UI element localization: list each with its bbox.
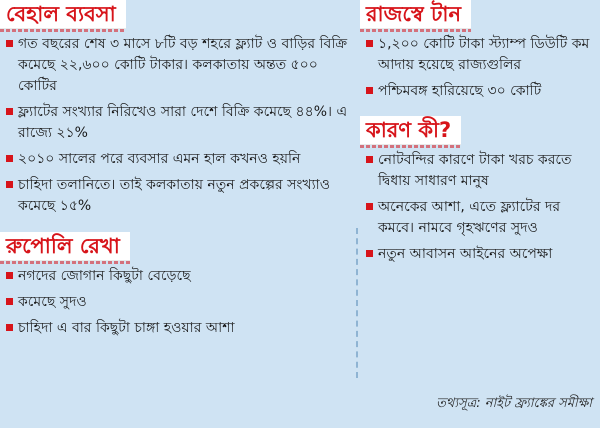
list-item <box>364 244 596 265</box>
list-item-text: অনেকের আশা, এতে ফ্ল্যাটের দর কমবে। নামবে গৃহঋণের সুদও <box>378 199 561 236</box>
list-item <box>4 34 350 97</box>
square-bullet-icon <box>6 272 13 279</box>
bullet-list <box>364 150 596 270</box>
list-item-text: পশ্চিমবঙ্গ হারিয়েছে ৩০ কোটি <box>378 83 542 99</box>
section-behal-byabsa <box>0 0 348 214</box>
square-bullet-icon <box>366 250 373 257</box>
list-item <box>364 150 596 192</box>
section-rajasve-tan <box>360 0 590 99</box>
list-item-text: কমেছে সুদও <box>18 294 87 310</box>
bullet-list <box>4 266 350 344</box>
list-item <box>364 34 596 76</box>
square-bullet-icon <box>6 155 13 162</box>
list-item <box>4 318 350 339</box>
section-rupoli-rekha <box>0 232 235 336</box>
section-heading: কারণ কী? <box>360 116 461 145</box>
square-bullet-icon <box>366 40 373 47</box>
square-bullet-icon <box>6 40 13 47</box>
square-bullet-icon <box>6 181 13 188</box>
list-item-text: নগদের জোগান কিছুটা বেড়েছে <box>18 268 191 284</box>
list-item-text: নতুন আবাসন আইনের অপেক্ষা <box>378 246 553 262</box>
square-bullet-icon <box>366 203 373 210</box>
list-item-text: ফ্ল্যাটের সংখ্যার নিরিখেও সারা দেশে বিক্রি কমেছে ৪৪%। এ রাজ্যে ২১% <box>18 104 348 141</box>
list-item <box>4 102 350 144</box>
list-item <box>364 81 596 102</box>
section-karan-ki <box>360 116 572 262</box>
list-item-text: গত বছরের শেষ ৩ মাসে ৮টি বড় শহরে ফ্ল্যাট ও বাড়ির বিক্রি কমেছে ২২,৬০০ কোটি টাকার। কলকাতায় অন্তত ৫০০ কোটির <box>18 36 348 94</box>
list-item <box>4 149 350 170</box>
list-item-text: ২০১০ সালের পরে ব্যবসার এমন হাল কখনও হয়নি <box>18 151 301 167</box>
list-item <box>4 266 350 287</box>
section-heading: রাজস্বে টান <box>360 0 471 29</box>
list-item <box>4 292 350 313</box>
section-heading: বেহাল ব্যবসা <box>0 0 126 29</box>
source-credit: তথ্যসূত্র: নাইট ফ্র্যাঙ্কের সমীক্ষা <box>436 396 592 411</box>
bullet-list <box>4 34 350 222</box>
square-bullet-icon <box>6 324 13 331</box>
list-item-text: নোটবন্দির কারণে টাকা খরচ করতে দ্বিধায় সাধারণ মানুষ <box>378 152 572 189</box>
list-item-text: চাহিদা এ বার কিছুটা চাঙ্গা হওয়ার আশা <box>18 320 235 336</box>
list-item-text: চাহিদা তলানিতে। তাই কলকাতায় নতুন প্রকল্পের সংখ্যাও কমেছে ১৫% <box>18 177 330 214</box>
list-item <box>364 197 596 239</box>
square-bullet-icon <box>6 298 13 305</box>
square-bullet-icon <box>366 87 373 94</box>
section-heading: রুপোলি রেখা <box>0 232 130 261</box>
bullet-list <box>364 34 596 107</box>
list-item <box>4 175 350 217</box>
list-item-text: ১,২০০ কোটি টাকা স্ট্যাম্প ডিউটি কম আদায় হয়েছে রাজ্যগুলির <box>378 36 590 73</box>
square-bullet-icon <box>366 156 373 163</box>
dashed-divider <box>356 228 358 378</box>
square-bullet-icon <box>6 108 13 115</box>
